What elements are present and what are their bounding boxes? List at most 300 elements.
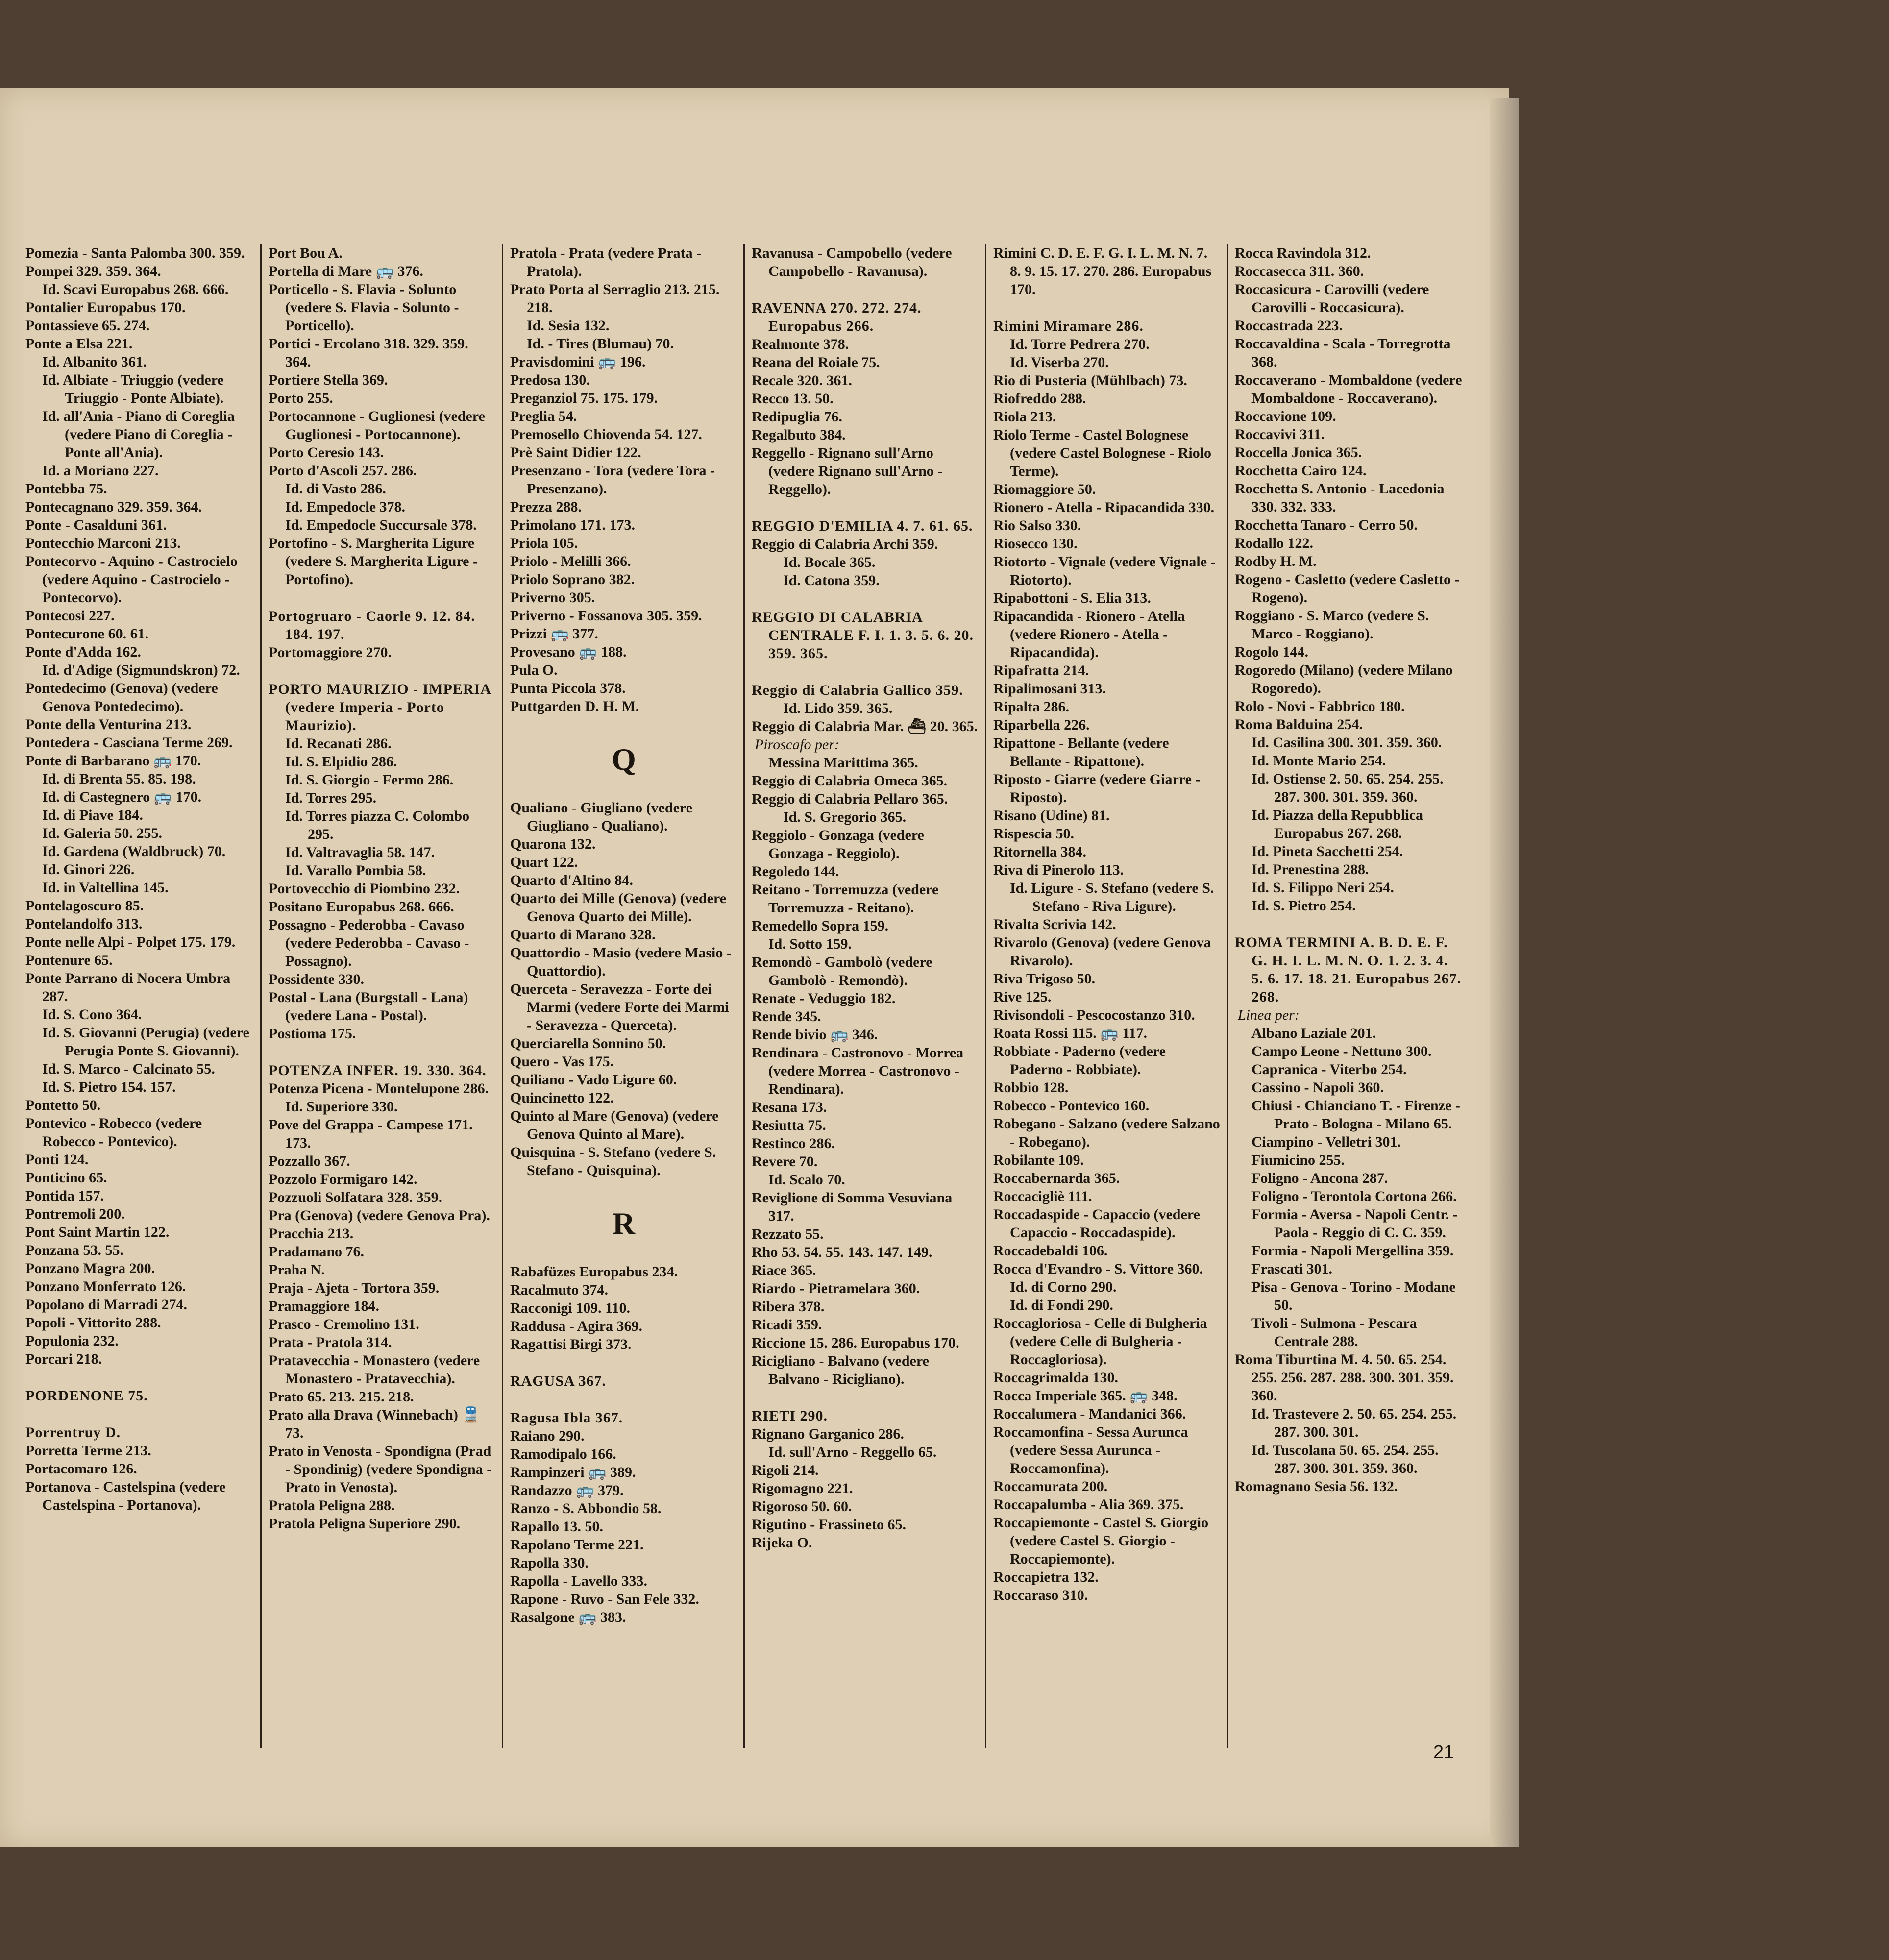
index-entry: Rivalta Scrivia 142. — [993, 916, 1116, 932]
index-entry: Roma Tiburtina M. 4. 50. 65. 254. 255. 256. 287. 288. 300. 301. 359. 360. — [1235, 1351, 1454, 1404]
index-entry: Pratola Peligna Superiore 290. — [269, 1516, 461, 1532]
index-entry: Ripalta 286. — [993, 699, 1070, 715]
index-entry: Provesano 🚌 188. — [510, 644, 627, 660]
index-entry: Riposto - Giarre (vedere Giarre - Riposto). — [993, 771, 1201, 806]
index-entry: Rio Salso 330. — [993, 517, 1081, 534]
index-entry: Pontedera - Casciana Terme 269. — [25, 735, 233, 751]
index-entry: Ragattisi Birgi 373. — [510, 1336, 632, 1352]
index-entry: Quarto d'Altino 84. — [510, 872, 633, 888]
index-entry: Roma Balduina 254. — [1235, 716, 1363, 733]
index-entry: Robecco - Pontevico 160. — [993, 1098, 1150, 1114]
index-entry: Portanova - Castelspina (vedere Castelspina - Portanova). — [25, 1479, 226, 1513]
index-entry: Rocca Ravindola 312. — [1235, 245, 1371, 261]
index-entry: Prato in Venosta - Spondigna (Prad - Spondinig) (vedere Spondigna - Prato in Venosta). — [269, 1443, 492, 1495]
index-entry: Pula O. — [510, 662, 558, 678]
index-entry: Roccabernarda 365. — [993, 1170, 1120, 1186]
index-entry: Rocchetta S. Antonio - Lacedonia 330. 332. 333. — [1235, 481, 1445, 515]
index-entry: Pozzallo 367. — [269, 1153, 350, 1169]
index-entry: Preglia 54. — [510, 408, 577, 424]
index-entry: Reggello - Rignano sull'Arno (vedere Rignano sull'Arno - Reggello). — [752, 445, 943, 497]
index-subentry: Id. Ligure - S. Stefano (vedere S. Stefano - Riva Ligure). — [1010, 880, 1214, 914]
index-subentry: Cassino - Napoli 360. — [1251, 1079, 1384, 1096]
index-entry: Rolo - Novi - Fabbrico 180. — [1235, 698, 1405, 714]
index-entry: Portocannone - Guglionesi (vedere Guglionesi - Portocannone). — [269, 408, 485, 442]
index-entry: Riva Trigoso 50. — [993, 971, 1096, 987]
index-entry: Pracchia 213. — [269, 1225, 354, 1242]
index-subentry: Id. Albanito 361. — [42, 354, 147, 370]
index-entry: Rionero - Atella - Ripacandida 330. — [993, 499, 1215, 515]
index-entry: Ponte nelle Alpi - Polpet 175. 179. — [25, 934, 236, 950]
index-entry: Roccapietra 132. — [993, 1569, 1099, 1585]
index-entry: Pontelandolfo 313. — [25, 916, 143, 932]
index-subentry: Id. di Vasto 286. — [285, 481, 386, 497]
index-entry: Robegano - Salzano (vedere Salzano - Robegano). — [993, 1116, 1220, 1150]
index-entry: Quisquina - S. Stefano (vedere S. Stefano - Quisquina). — [510, 1144, 716, 1178]
index-subentry: Id. S. Gregorio 365. — [783, 809, 907, 825]
index-entry: Porretta Terme 213. — [25, 1443, 151, 1459]
index-entry: Reviglione di Somma Vesuviana 317. — [752, 1190, 953, 1224]
index-entry: Reggio di Calabria Gallico 359. — [752, 682, 963, 698]
index-subentry: Id. S. Giorgio - Fermo 286. — [285, 772, 454, 788]
index-entry: Rende bivio 🚌 346. — [752, 1027, 878, 1043]
index-entry: Pramaggiore 184. — [269, 1298, 380, 1314]
index-entry: Quattordio - Masio (vedere Masio - Quattordio). — [510, 945, 732, 979]
index-entry: Quero - Vas 175. — [510, 1054, 614, 1070]
index-subentry: Id. di Piave 184. — [42, 807, 143, 823]
index-entry: Possagno - Pederobba - Cavaso (vedere Pederobba - Cavaso - Possagno). — [269, 917, 469, 969]
index-entry: Pravisdomini 🚌 196. — [510, 354, 646, 370]
index-entry: Riotorto - Vignale (vedere Vignale - Riotorto). — [993, 554, 1216, 588]
index-entry: Rendinara - Castronovo - Morrea (vedere Morrea - Castronovo - Rendinara). — [752, 1045, 964, 1097]
index-entry: Querceta - Seravezza - Forte dei Marmi (vedere Forte dei Marmi - Seravezza - Querceta). — [510, 981, 729, 1033]
index-entry: Racalmuto 374. — [510, 1282, 608, 1298]
index-entry: Prezza 288. — [510, 499, 582, 515]
index-entry: Rodallo 122. — [1235, 535, 1314, 551]
index-entry: Ragusa Ibla 367. — [510, 1410, 623, 1426]
index-entry: Riomaggiore 50. — [993, 481, 1096, 497]
index-entry: Ponti 124. — [25, 1152, 89, 1168]
index-entry: Roccapiemonte - Castel S. Giorgio (vedere Castel S. Giorgio - Roccapiemonte). — [993, 1515, 1209, 1567]
index-entry: Porticello - S. Flavia - Solunto (vedere S. Flavia - Solunto - Porticello). — [269, 281, 459, 334]
index-entry: Rampinzeri 🚌 389. — [510, 1464, 636, 1480]
index-entry: Roata Rossi 115. 🚌 117. — [993, 1025, 1148, 1041]
index-entry: Rapolla 330. — [510, 1555, 589, 1571]
index-entry: Roccavione 109. — [1235, 408, 1336, 424]
index-subentry: Id. Ostiense 2. 50. 65. 254. 255. 287. 300. 301. 359. 360. — [1251, 771, 1444, 805]
index-entry: Rocca d'Evandro - S. Vittore 360. — [993, 1261, 1203, 1277]
index-subentry: Id. Piazza della Repubblica Europabus 267. 268. — [1251, 807, 1423, 841]
index-entry: Risano (Udine) 81. — [993, 808, 1110, 824]
index-entry: Rigoroso 50. 60. — [752, 1498, 852, 1515]
index-entry: Roccamurata 200. — [993, 1478, 1108, 1494]
index-entry: Rocchetta Tanaro - Cerro 50. — [1235, 517, 1418, 533]
index-entry: Prata - Pratola 314. — [269, 1334, 392, 1350]
index-entry: Porto 255. — [269, 390, 333, 406]
index-subentry: Id. Casilina 300. 301. 359. 360. — [1251, 735, 1442, 751]
index-entry: Port Bou A. — [269, 245, 343, 261]
index-entry: Roccasecca 311. 360. — [1235, 263, 1364, 279]
index-entry: Priolo - Melilli 366. — [510, 553, 631, 569]
index-subentry: Id. Recanati 286. — [285, 735, 392, 752]
index-entry: Raddusa - Agira 369. — [510, 1318, 643, 1334]
index-entry: Pontecorvo - Aquino - Castrocielo (vedere Aquino - Castrocielo - Pontecorvo). — [25, 553, 238, 606]
index-entry: Quinto al Mare (Genova) (vedere Genova Quinto al Mare). — [510, 1108, 719, 1142]
index-subentry: Id. Torre Pedrera 270. — [1010, 336, 1150, 352]
index-entry: Quarto di Marano 328. — [510, 927, 656, 943]
index-columns — [19, 244, 1469, 1748]
index-subentry: Foligno - Ancona 287. — [1251, 1170, 1388, 1186]
index-entry: Portacomaro 126. — [25, 1461, 137, 1477]
index-entry: Querciarella Sonnino 50. — [510, 1035, 666, 1052]
index-entry: REGGIO D'EMILIA 4. 7. 61. 65. — [752, 518, 973, 534]
index-entry: Priverno 305. — [510, 589, 595, 606]
index-entry: Quarto dei Mille (Genova) (vedere Genova Quarto dei Mille). — [510, 890, 727, 925]
index-entry: Pontassieve 65. 274. — [25, 318, 150, 334]
index-entry: Pontalier Europabus 170. — [25, 299, 186, 316]
index-subentry: Id. d'Adige (Sigmundskron) 72. — [42, 662, 240, 678]
index-entry: Rigoli 214. — [752, 1462, 819, 1478]
index-entry: Redipuglia 76. — [752, 409, 843, 425]
index-entry: Rogeno - Casletto (vedere Casletto - Rogeno). — [1235, 571, 1460, 606]
index-entry: Portella di Mare 🚌 376. — [269, 263, 423, 279]
index-subentry: Id. a Moriano 227. — [42, 463, 159, 479]
index-entry: Rive 125. — [993, 989, 1052, 1005]
index-entry: Roccamonfina - Sessa Aurunca (vedere Sessa Aurunca - Roccamonfina). — [993, 1424, 1188, 1476]
index-entry: Ponte Parrano di Nocera Umbra 287. — [25, 970, 231, 1004]
index-entry: Regalbuto 384. — [752, 427, 846, 443]
index-entry: Ponte a Elsa 221. — [25, 336, 133, 352]
index-subentry: Foligno - Terontola Cortona 266. — [1251, 1188, 1457, 1204]
index-entry: Preganziol 75. 175. 179. — [510, 390, 658, 406]
index-entry: Reggio di Calabria Archi 359. — [752, 536, 938, 552]
index-subentry: Id. Ginori 226. — [42, 861, 135, 878]
index-entry: Reitano - Torremuzza (vedere Torremuzza - Reitano). — [752, 882, 939, 916]
index-entry: Rocca Imperiale 365. 🚌 348. — [993, 1388, 1178, 1404]
index-entry: Pontecchio Marconi 213. — [25, 535, 181, 551]
index-entry: Remondò - Gambolò (vedere Gambolò - Remondò). — [752, 954, 932, 988]
index-entry: Rogolo 144. — [1235, 644, 1308, 660]
index-entry: Rispescia 50. — [993, 826, 1074, 842]
index-entry: Rio di Pusteria (Mühlbach) 73. — [993, 372, 1187, 389]
index-entry: Riofreddo 288. — [993, 391, 1086, 407]
index-entry: Riva di Pinerolo 113. — [993, 862, 1124, 878]
index-entry: Riardo - Pietramelara 360. — [752, 1280, 920, 1297]
index-subentry: Id. Bocale 365. — [783, 554, 876, 570]
index-entry: Resana 173. — [752, 1099, 827, 1115]
index-subentry: Id. S. Marco - Calcinato 55. — [42, 1061, 215, 1077]
page-number: 21 — [1433, 1742, 1454, 1763]
index-subentry: Ciampino - Velletri 301. — [1251, 1134, 1401, 1150]
index-entry: Possidente 330. — [269, 971, 364, 987]
index-subentry: Id. S. Cono 364. — [42, 1006, 142, 1023]
index-entry: Rapolla - Lavello 333. — [510, 1573, 648, 1589]
index-entry: Riolo Terme - Castel Bolognese (vedere Castel Bolognese - Riolo Terme). — [993, 427, 1212, 479]
index-entry: Punta Piccola 378. — [510, 680, 626, 696]
index-entry: Roccalumera - Mandanici 366. — [993, 1406, 1186, 1422]
index-subentry: Albano Laziale 201. — [1251, 1025, 1376, 1041]
index-entry: Roccavivi 311. — [1235, 426, 1325, 442]
index-entry: Praja - Ajeta - Tortora 359. — [269, 1280, 440, 1296]
index-entry: Rimini Miramare 286. — [993, 318, 1144, 334]
index-subentry: Id. Prenestina 288. — [1251, 861, 1369, 878]
index-subentry: Id. S. Giovanni (Perugia) (vedere Perugia Ponte S. Giovanni). — [42, 1025, 249, 1059]
index-entry: Quarona 132. — [510, 836, 596, 852]
index-entry: Realmonte 378. — [752, 336, 849, 352]
index-subentry: Frascati 301. — [1251, 1261, 1332, 1277]
index-entry: Restinco 286. — [752, 1135, 835, 1152]
index-note: Linea per: — [1238, 1007, 1300, 1023]
index-subentry: Id. Catona 359. — [783, 572, 880, 588]
index-entry: Quiliano - Vado Ligure 60. — [510, 1072, 677, 1088]
index-entry: ROMA TERMINI A. B. D. E. F. G. H. I. L. M. N. O. 1. 2. 3. 4. 5. 6. 17. 18. 21. Europabus 267. 268. — [1235, 934, 1462, 1005]
index-entry: Remedello Sopra 159. — [752, 918, 889, 934]
index-entry: Rivisondoli - Pescocostanzo 310. — [993, 1007, 1195, 1023]
index-entry: Prè Saint Didier 122. — [510, 444, 641, 461]
index-entry: RIETI 290. — [752, 1408, 828, 1424]
index-entry: Ponte - Casalduni 361. — [25, 517, 167, 533]
index-subentry: Id. Sotto 159. — [768, 936, 852, 952]
index-entry: Prato Porta al Serraglio 213. 215. 218. — [510, 281, 720, 316]
index-entry: Reggiolo - Gonzaga (vedere Gonzaga - Reggiolo). — [752, 827, 924, 861]
index-entry: Roccadebaldi 106. — [993, 1243, 1108, 1259]
index-entry: Robbio 128. — [993, 1079, 1069, 1096]
index-entry: Primolano 171. 173. — [510, 517, 635, 533]
index-subentry: Id. di Brenta 55. 85. 198. — [42, 771, 196, 787]
index-entry: Porcari 218. — [25, 1351, 102, 1367]
index-entry: Prasco - Cremolino 131. — [269, 1316, 419, 1332]
index-subentry: Id. Pineta Sacchetti 254. — [1251, 843, 1403, 859]
index-entry: Reggio di Calabria Pellaro 365. — [752, 791, 948, 807]
index-entry: Rivarolo (Genova) (vedere Genova Rivarolo). — [993, 934, 1211, 969]
index-entry: Pontebba 75. — [25, 481, 107, 497]
index-entry: Ponzano Magra 200. — [25, 1260, 155, 1276]
index-entry: Roccastrada 223. — [1235, 318, 1343, 334]
index-entry: Ravanusa - Campobello (vedere Campobello - Ravanusa). — [752, 245, 952, 279]
index-entry: Quart 122. — [510, 854, 578, 870]
index-column-5 — [985, 244, 1227, 1748]
index-entry: Pontevico - Robecco (vedere Robecco - Pontevico). — [25, 1115, 202, 1150]
index-entry: Ponte d'Adda 162. — [25, 644, 141, 660]
index-entry: Randazzo 🚌 379. — [510, 1482, 624, 1498]
index-entry: Ricigliano - Balvano (vedere Balvano - Ricigliano). — [752, 1353, 929, 1387]
index-subentry: Id. Monte Mario 254. — [1251, 753, 1386, 769]
index-entry: Portogruaro - Caorle 9. 12. 84. 184. 197. — [269, 608, 476, 642]
index-subentry: Tivoli - Sulmona - Pescara Centrale 288. — [1251, 1315, 1417, 1349]
index-entry: Ripacandida - Rionero - Atella (vedere Rionero - Atella - Ripacandida). — [993, 608, 1185, 661]
index-entry: Porrentruy D. — [25, 1424, 121, 1441]
index-entry: Pontetto 50. — [25, 1097, 101, 1113]
index-entry: Riccione 15. 286. Europabus 170. — [752, 1335, 959, 1351]
index-entry: Pratavecchia - Monastero (vedere Monastero - Pratavecchia). — [269, 1352, 480, 1387]
index-entry: Popoli - Vittorito 288. — [25, 1315, 161, 1331]
index-subentry: Id. Tuscolana 50. 65. 254. 255. 287. 300. 301. 359. 360. — [1251, 1442, 1439, 1476]
index-entry: Rasalgone 🚌 383. — [510, 1609, 626, 1625]
index-entry: Rende 345. — [752, 1008, 821, 1025]
index-entry: Rigomagno 221. — [752, 1480, 853, 1496]
index-subentry: Id. Valtravaglia 58. 147. — [285, 844, 435, 860]
page-edge — [1490, 98, 1519, 1847]
index-entry: Ricadi 359. — [752, 1317, 822, 1333]
index-entry: Pontremoli 200. — [25, 1206, 125, 1222]
index-entry: Puttgarden D. H. M. — [510, 698, 639, 714]
index-entry: Roccapalumba - Alia 369. 375. — [993, 1496, 1184, 1513]
index-subentry: Id. S. Pietro 154. 157. — [42, 1079, 176, 1095]
index-entry: Premosello Chiovenda 54. 127. — [510, 426, 702, 442]
index-subentry: Messina Marittima 365. — [768, 755, 918, 771]
index-entry: Roggiano - S. Marco (vedere S. Marco - Roggiano). — [1235, 608, 1429, 642]
index-entry: Resiutta 75. — [752, 1117, 826, 1133]
index-subentry: Id. Gardena (Waldbruck) 70. — [42, 843, 226, 859]
index-column-3 — [502, 244, 743, 1748]
index-subentry: Id. Trastevere 2. 50. 65. 254. 255. 287. 300. 301. — [1251, 1406, 1457, 1440]
index-entry: Ranzo - S. Abbondio 58. — [510, 1500, 662, 1517]
index-entry: Ripattone - Bellante (vedere Bellante - Ripattone). — [993, 735, 1169, 769]
index-entry: Predosa 130. — [510, 372, 590, 388]
index-entry: Rignano Garganico 286. — [752, 1426, 904, 1442]
index-subentry: Id. Empedocle Succursale 378. — [285, 517, 477, 533]
index-entry: Roccavaldina - Scala - Torregrotta 368. — [1235, 336, 1451, 370]
index-subentry: Id. all'Ania - Piano di Coreglia (vedere Piano di Coreglia - Ponte all'Ania). — [42, 408, 235, 461]
index-entry: Priolo Soprano 382. — [510, 571, 635, 588]
index-entry: Quincinetto 122. — [510, 1090, 614, 1106]
index-subentry: Id. Superiore 330. — [285, 1099, 398, 1115]
index-subentry: Id. Lido 359. 365. — [783, 700, 893, 716]
index-entry: Reggio di Calabria Mar. ⛴ 20. 365. — [752, 718, 978, 735]
index-entry: Populonia 232. — [25, 1333, 119, 1349]
index-entry: Rabafüzes Europabus 234. — [510, 1264, 678, 1280]
index-subentry: Campo Leone - Nettuno 300. — [1251, 1043, 1432, 1059]
index-entry: Regoledo 144. — [752, 863, 839, 880]
index-entry: Pra (Genova) (vedere Genova Pra). — [269, 1207, 490, 1224]
index-subentry: Capranica - Viterbo 254. — [1251, 1061, 1407, 1078]
index-entry: Ponzana 53. 55. — [25, 1242, 124, 1258]
index-column-2 — [260, 244, 502, 1748]
index-entry: Rocchetta Cairo 124. — [1235, 463, 1367, 479]
index-subentry: Id. Scalo 70. — [768, 1172, 845, 1188]
index-entry: Recale 320. 361. — [752, 372, 852, 389]
index-entry: Qualiano - Giugliano (vedere Giugliano - Qualiano). — [510, 800, 692, 834]
index-entry: Roccasicura - Carovilli (vedere Carovilli - Roccasicura). — [1235, 281, 1429, 316]
index-entry: Roccella Jonica 365. — [1235, 444, 1362, 461]
index-entry: Rapolano Terme 221. — [510, 1537, 644, 1553]
index-subentry: Id. di Corno 290. — [1010, 1279, 1117, 1295]
index-entry: Pontecagnano 329. 359. 364. — [25, 499, 202, 515]
index-entry: Ponte di Barbarano 🚌 170. — [25, 753, 201, 769]
index-entry: Ponte della Venturina 213. — [25, 716, 192, 733]
index-subentry: Id. Albiate - Triuggio (vedere Triuggio - Ponte Albiate). — [42, 372, 224, 406]
index-entry: Rimini C. D. E. F. G. I. L. M. N. 7. 8. 9. 15. 17. 270. 286. Europabus 170. — [993, 245, 1212, 297]
index-entry: Roccagloriosa - Celle di Bulgheria (vedere Celle di Bulgheria - Roccagloriosa). — [993, 1315, 1207, 1368]
index-column-6 — [1227, 244, 1468, 1748]
index-entry: Portovecchio di Piombino 232. — [269, 881, 460, 897]
index-entry: Portomaggiore 270. — [269, 644, 392, 661]
index-entry: Ribera 378. — [752, 1298, 825, 1315]
index-entry: Rodby H. M. — [1235, 553, 1317, 569]
index-subentry: Id. in Valtellina 145. — [42, 880, 169, 896]
index-column-4 — [743, 244, 985, 1748]
index-subentry: Id. di Fondi 290. — [1010, 1297, 1113, 1313]
index-entry: Pontecurone 60. 61. — [25, 626, 149, 642]
index-entry: Rijeka O. — [752, 1535, 812, 1551]
index-entry: Racconigi 109. 110. — [510, 1300, 630, 1316]
index-entry: Pont Saint Martin 122. — [25, 1224, 170, 1240]
index-subentry: Id. Scavi Europabus 268. 666. — [42, 281, 229, 297]
index-entry: Roccacigliè 111. — [993, 1188, 1092, 1204]
index-entry: Recco 13. 50. — [752, 391, 834, 407]
index-entry: Ponzano Monferrato 126. — [25, 1278, 186, 1295]
index-entry: Rigutino - Frassineto 65. — [752, 1517, 906, 1533]
index-entry: POTENZA INFER. 19. 330. 364. — [269, 1062, 487, 1078]
index-entry: Postal - Lana (Burgstall - Lana) (vedere Lana - Postal). — [269, 989, 468, 1024]
index-entry: Roccadaspide - Capaccio (vedere Capaccio - Roccadaspide). — [993, 1206, 1200, 1241]
index-entry: Pompei 329. 359. 364. — [25, 263, 161, 279]
index-entry: Ripalimosani 313. — [993, 681, 1106, 697]
index-subentry: Id. Empedocle 378. — [285, 499, 406, 515]
index-entry: RAVENNA 270. 272. 274. Europabus 266. — [752, 300, 922, 334]
index-subentry: Id. sull'Arno - Reggello 65. — [768, 1444, 937, 1460]
index-entry: Pozzuoli Solfatara 328. 359. — [269, 1189, 442, 1205]
section-letter: R — [612, 1206, 636, 1241]
index-subentry: Pisa - Genova - Torino - Modane 50. — [1251, 1279, 1456, 1313]
index-entry: Postioma 175. — [269, 1026, 356, 1042]
index-subentry: Id. di Castegnero 🚌 170. — [42, 789, 202, 805]
section-letter: Q — [612, 742, 636, 777]
index-entry: Rapone - Ruvo - San Fele 332. — [510, 1591, 699, 1607]
index-entry: Ripafratta 214. — [993, 662, 1089, 679]
index-entry: Raiano 290. — [510, 1428, 585, 1444]
index-entry: Reana del Roiale 75. — [752, 354, 880, 370]
index-entry: Riace 365. — [752, 1262, 816, 1278]
index-subentry: Id. S. Elpidio 286. — [285, 754, 397, 770]
index-entry: Pozzolo Formigaro 142. — [269, 1171, 417, 1187]
index-entry: Ponticino 65. — [25, 1170, 107, 1186]
index-entry: Portofino - S. Margherita Ligure (vedere S. Margherita Ligure - Portofino). — [269, 535, 478, 588]
index-entry: Pomezia - Santa Palomba 300. 359. — [25, 245, 245, 261]
index-subentry: Fiumicino 255. — [1251, 1152, 1345, 1168]
index-subentry: Id. Torres piazza C. Colombo 295. — [285, 808, 470, 842]
index-entry: Pontedecimo (Genova) (vedere Genova Pontedecimo). — [25, 680, 218, 714]
index-entry: Ramodipalo 166. — [510, 1446, 616, 1462]
index-entry: Popolano di Marradi 274. — [25, 1297, 188, 1313]
index-entry: Pratola - Prata (vedere Prata - Pratola). — [510, 245, 702, 279]
index-entry: Potenza Picena - Montelupone 286. — [269, 1080, 489, 1097]
index-subentry: Formia - Aversa - Napoli Centr. - Paola - Reggio di C. C. 359. — [1251, 1206, 1458, 1241]
index-subentry: Id. Galeria 50. 255. — [42, 825, 162, 841]
index-subentry: Id. Varallo Pombia 58. — [285, 862, 426, 879]
index-subentry: Id. - Tires (Blumau) 70. — [527, 336, 674, 352]
index-entry: Ritornella 384. — [993, 844, 1086, 860]
index-entry: Priola 105. — [510, 535, 578, 551]
index-entry: Roccaraso 310. — [993, 1587, 1088, 1603]
index-entry: Priverno - Fossanova 305. 359. — [510, 608, 702, 624]
index-entry: Riparbella 226. — [993, 717, 1090, 733]
index-entry: Robilante 109. — [993, 1152, 1084, 1168]
index-entry: Renate - Veduggio 182. — [752, 990, 896, 1006]
index-subentry: Id. S. Pietro 254. — [1251, 898, 1356, 914]
index-subentry: Id. S. Filippo Neri 254. — [1251, 880, 1394, 896]
index-entry: Pontenure 65. — [25, 952, 113, 968]
index-subentry: Id. Viserba 270. — [1010, 354, 1109, 370]
index-entry: RAGUSA 367. — [510, 1373, 607, 1389]
index-entry: Pratola Peligna 288. — [269, 1497, 395, 1514]
index-subentry: Id. Sesia 132. — [527, 318, 610, 334]
index-entry: Rapallo 13. 50. — [510, 1519, 604, 1535]
index-entry: Pontida 157. — [25, 1188, 104, 1204]
index-entry: PORTO MAURIZIO - IMPERIA (vedere Imperia - Porto Maurizio). — [269, 681, 491, 734]
index-entry: REGGIO DI CALABRIA CENTRALE F. I. 1. 3. 5. 6. 20. 359. 365. — [752, 609, 974, 662]
index-subentry: Formia - Napoli Mergellina 359. — [1251, 1243, 1454, 1259]
index-entry: Reggio di Calabria Omeca 365. — [752, 773, 948, 789]
